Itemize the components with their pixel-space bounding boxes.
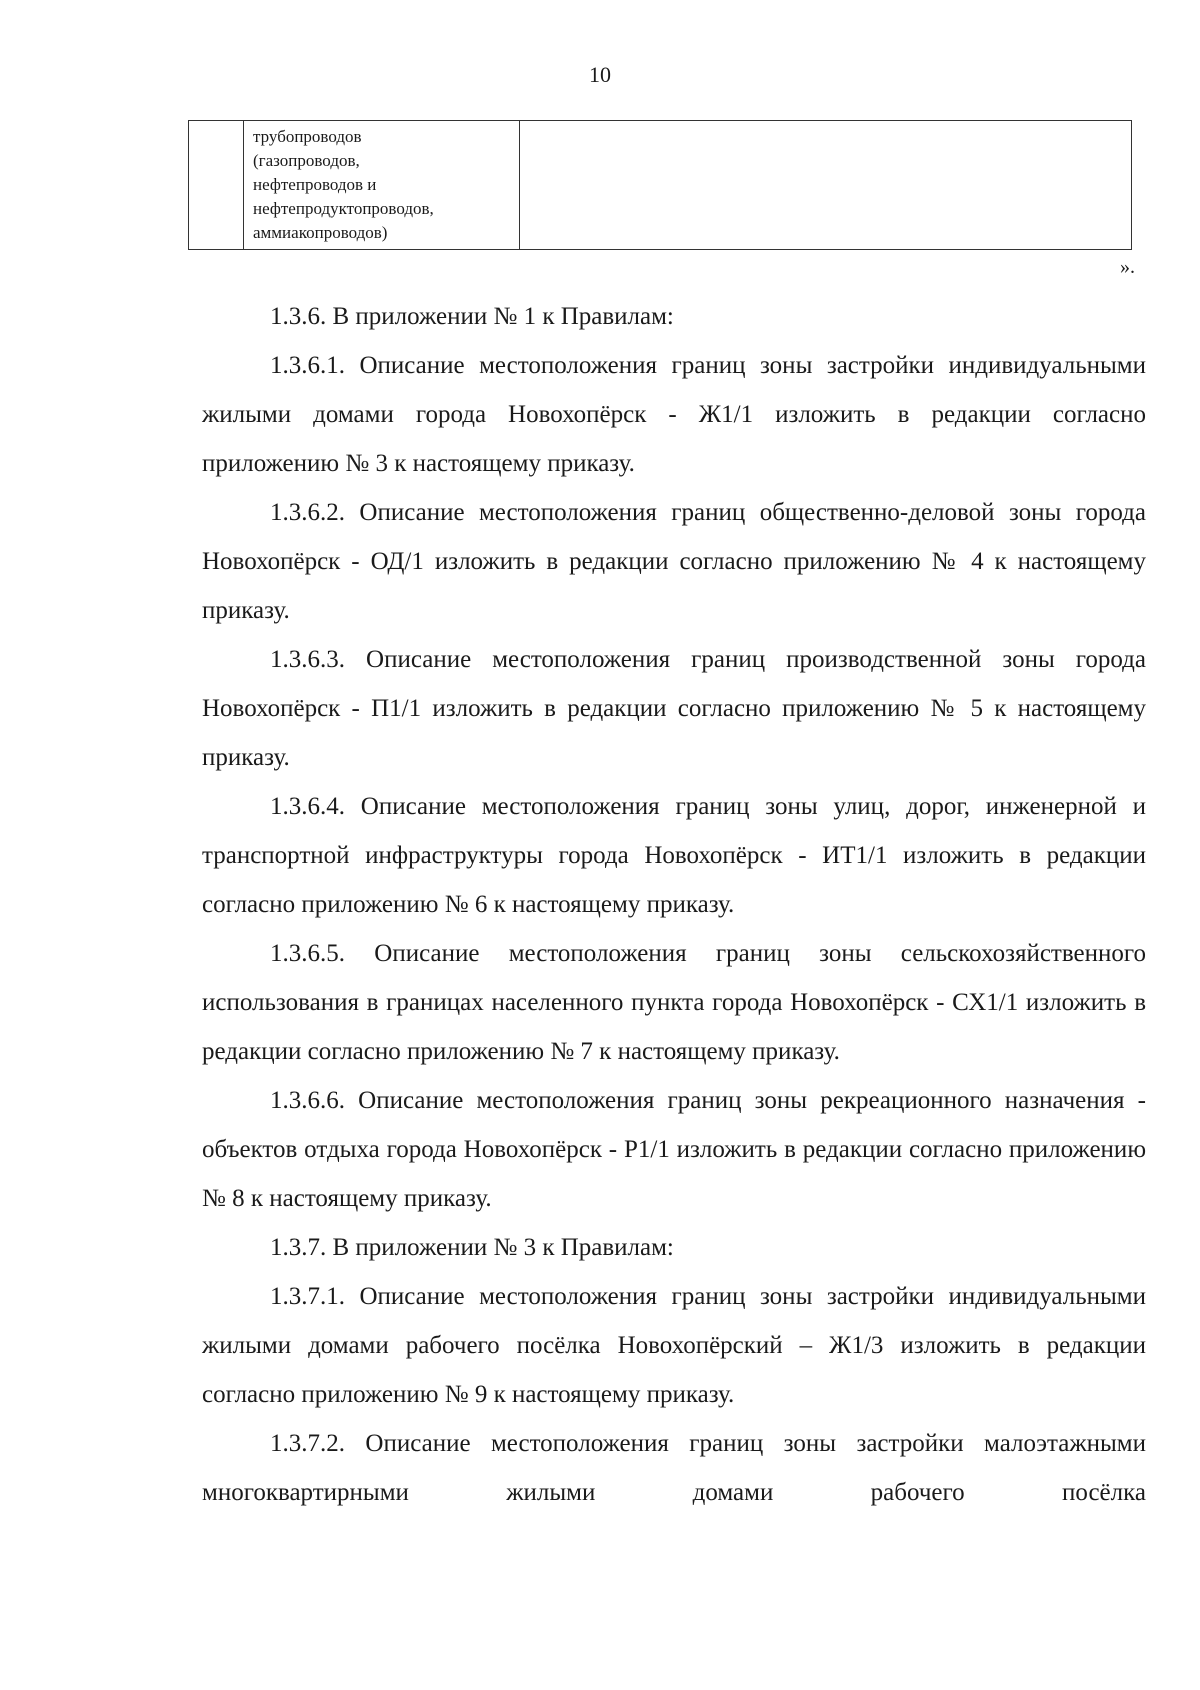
paragraph-1-3-6: 1.3.6. В приложении № 1 к Правилам: bbox=[270, 303, 674, 330]
paragraph-1-3-6-3: 1.3.6.3. Описание местоположения границ производственной зоны города Новохопёрск - П1/1 изложить в редакции согласно приложению № 5 к настоящему приказу. bbox=[202, 646, 1146, 771]
paragraph-1-3-7: 1.3.7. В приложении № 3 к Правилам: bbox=[270, 1234, 674, 1261]
table-column-divider bbox=[243, 121, 244, 249]
page-number: 10 bbox=[589, 62, 611, 87]
paragraph-1-3-6-6: 1.3.6.6. Описание местоположения границ зоны рекреационного назначения - объектов отдыха города Новохопёрск - Р1/1 изложить в редакции согласно приложению № 8 к настоящему приказу. bbox=[202, 1087, 1146, 1212]
paragraph-1-3-7-1: 1.3.7.1. Описание местоположения границ зоны застройки индивидуальными жилыми домами рабочего посёлка Новохопёрский – Ж1/3 изложить в редакции согласно приложению № 9 к настоящему приказу. bbox=[202, 1283, 1146, 1408]
table-fragment bbox=[188, 120, 1132, 250]
paragraph-1-3-6-5: 1.3.6.5. Описание местоположения границ зоны сельскохозяйственного использования в границах населенного пункта города Новохопёрск - СХ1/1 изложить в редакции согласно приложению № 7 к настоящему приказу. bbox=[202, 940, 1146, 1065]
document-body bbox=[202, 292, 1146, 1517]
paragraph-1-3-6-1: 1.3.6.1. Описание местоположения границ зоны застройки индивидуальными жилыми домами города Новохопёрск - Ж1/1 изложить в редакции согласно приложению № 3 к настоящему приказу. bbox=[202, 352, 1146, 477]
paragraph-1-3-6-2: 1.3.6.2. Описание местоположения границ общественно-деловой зоны города Новохопёрск - ОД/1 изложить в редакции согласно приложению № 4 к настоящему приказу. bbox=[202, 499, 1146, 624]
closing-quote: ». bbox=[1120, 256, 1135, 278]
paragraph-1-3-6-4: 1.3.6.4. Описание местоположения границ зоны улиц, дорог, инженерной и транспортной инфраструктуры города Новохопёрск - ИТ1/1 изложить в редакции согласно приложению № 6 к настоящему приказу. bbox=[202, 793, 1146, 918]
paragraph-1-3-7-2: 1.3.7.2. Описание местоположения границ зоны застройки малоэтажными многоквартирными жилыми домами рабочего посёлка bbox=[202, 1430, 1146, 1506]
table-column-divider bbox=[519, 121, 520, 249]
table-cell-text: трубопроводов (газопроводов, нефтепроводов и нефтепродуктопроводов, аммиакопроводов) bbox=[253, 127, 434, 242]
